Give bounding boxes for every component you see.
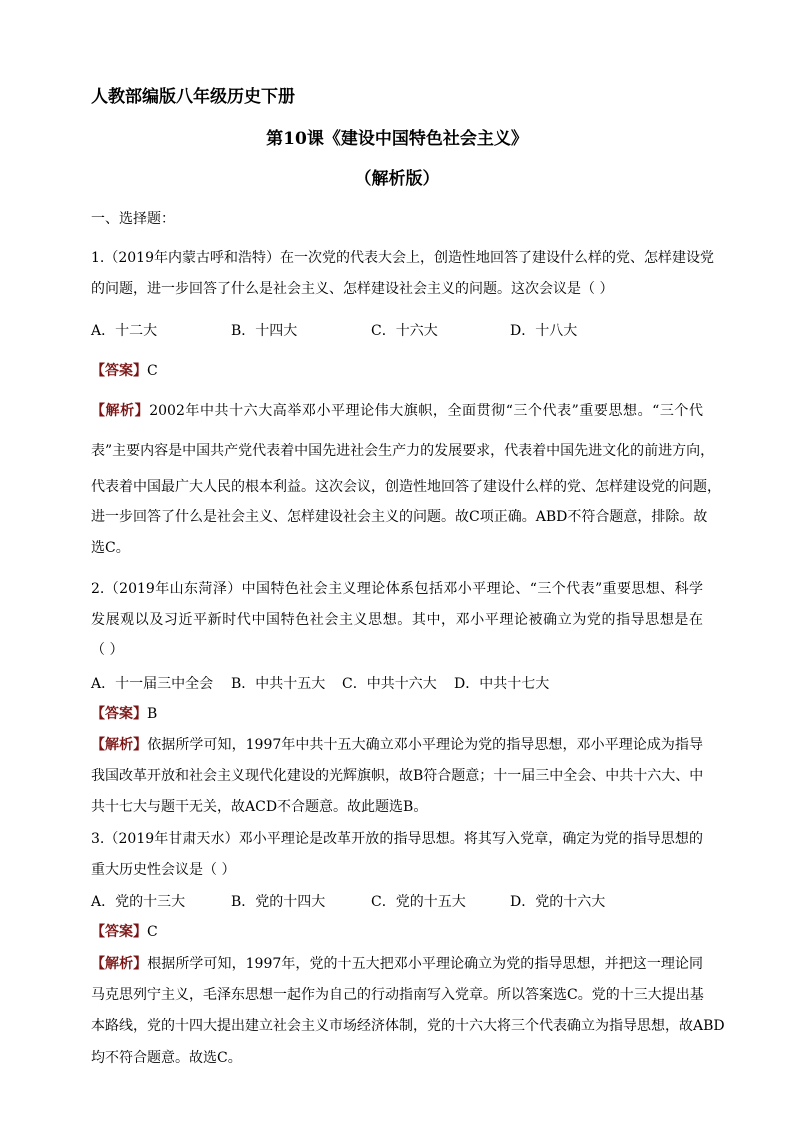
analysis-label: 【解析】 [91,956,148,972]
analysis-line: 马克思列宁主义，毛泽东思想一起作为自己的行动指南写入党章。所以答案选C。党的十三大提出基 [91,987,704,1003]
question-stem-line: 3.（2019年甘肃天水）邓小平理论是改革开放的指导思想。将其写入党章，确定为党的指导思想的 [91,831,703,847]
analysis-line: 我国改革开放和社会主义现代化建设的光辉旗帜，故B符合题意；十一届三中全会、中共十六大、中 [91,768,704,784]
analysis-line [91,955,703,973]
analysis-label: 【解析】 [91,403,150,419]
question-stem-line: （ ） [91,642,124,658]
question-stem-line: 的问题，进一步回答了什么是社会主义、怎样建设社会主义的问题。这次会议是（ ） [91,281,614,297]
answer-line [91,923,158,941]
answer-label: 【答案】 [91,363,147,379]
option-a: A．十二大 [91,323,158,339]
option-b: B．中共十五大 [231,676,326,692]
option-c: C．中共十六大 [342,676,437,692]
answer-line [91,362,158,380]
answer-value: C [147,924,158,940]
analysis-line: 本路线，党的十四大提出建立社会主义市场经济体制，党的十六大将三个代表确立为指导思想，故ABD [91,1018,725,1034]
option-c: C．十六大 [371,323,438,339]
analysis-line: 共十七大与题干无关，故ACD不合题意。故此题选B。 [91,799,428,815]
lesson-title: 第10课《建设中国特色社会主义》 [266,129,528,149]
analysis-line: 代表着中国最广大人民的根本利益。这次会议，创造性地回答了建设什么样的党、怎样建设党的问题， [91,479,721,495]
option-a: A．党的十三大 [91,894,186,910]
answer-label: 【答案】 [91,924,147,940]
analysis-line: 均不符合题意。故选C。 [91,1050,242,1066]
analysis-line: 进一步回答了什么是社会主义、怎样建设社会主义的问题。故C项正确。ABD不符合题意，排除。故 [91,509,708,525]
answer-label: 【答案】 [91,706,147,722]
answer-value: B [147,706,158,722]
analysis-line: 表”主要内容是中国共产党代表着中国先进社会生产力的发展要求，代表着中国先进文化的前进方向， [91,443,715,459]
section-heading: 一、选择题： [91,211,175,227]
analysis-text: 依据所学可知，1997年中共十五大确立邓小平理论为党的指导思想，邓小平理论成为指导 [147,737,703,753]
option-b: B．十四大 [231,323,298,339]
edition-subtitle: （解析版） [354,169,440,189]
option-a: A．十一届三中全会 [91,676,214,692]
question-stem-line: 发展观以及习近平新时代中国特色社会主义思想。其中，邓小平理论被确立为党的指导思想是在 [91,612,703,628]
answer-value: C [147,363,158,379]
question-stem-line: 1.（2019年内蒙古呼和浩特）在一次党的代表大会上，创造性地回答了建设什么样的党、怎样建设党 [91,250,714,266]
option-b: B．党的十四大 [231,894,326,910]
book-title: 人教部编版八年级历史下册 [91,87,295,107]
question-stem-line: 2.（2019年山东菏泽）中国特色社会主义理论体系包括邓小平理论、“三个代表”重要思想、科学 [91,581,703,597]
option-d: D．十八大 [510,323,578,339]
option-c: C．党的十五大 [371,894,466,910]
option-d: D．党的十六大 [510,894,606,910]
analysis-line [91,402,703,420]
analysis-line: 选C。 [91,540,130,556]
answer-line [91,705,157,723]
analysis-line [91,736,703,754]
analysis-text: 根据所学可知，1997年，党的十五大把邓小平理论确立为党的指导思想，并把这一理论同 [147,956,703,972]
option-d: D．中共十七大 [454,676,550,692]
analysis-label: 【解析】 [91,737,148,753]
question-stem-line: 重大历史性会议是（ ） [91,862,236,878]
analysis-text: 2002年中共十六大高举邓小平理论伟大旗帜，全面贯彻“三个代表”重要思想。“三个代 [149,403,703,419]
